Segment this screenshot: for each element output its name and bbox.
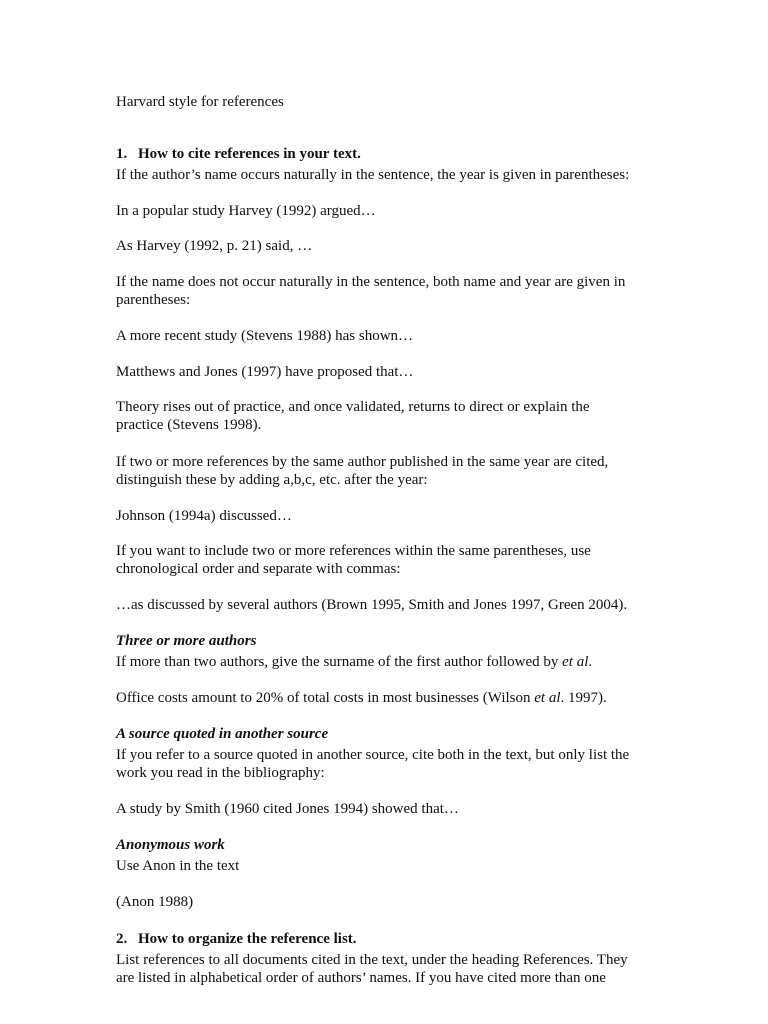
example-theory-line-2: practice (Stevens 1998). [116, 417, 262, 433]
example-harvey-said: As Harvey (1992, p. 21) said, … [116, 238, 313, 254]
example-smith-jones: A study by Smith (1960 cited Jones 1994) showed that… [116, 801, 459, 817]
quoted-source-text-line-1: If you refer to a source quoted in another source, cite both in the text, but only list the [116, 747, 630, 763]
section-1-heading-text: How to cite references in your text. [138, 146, 361, 162]
paragraph-same-author-line-1: If two or more references by the same author published in the same year are cited, [116, 454, 609, 470]
section-1-number: 1. [116, 146, 128, 162]
quoted-source-heading: A source quoted in another source [116, 726, 329, 742]
example-theory-line-1: Theory rises out of practice, and once validated, returns to direct or explain the [116, 399, 590, 415]
example-office-costs [116, 689, 607, 707]
document-title: Harvard style for references [116, 94, 284, 110]
example-anon: (Anon 1988) [116, 894, 194, 910]
example-several-authors: …as discussed by several authors (Brown 1995, Smith and Jones 1997, Green 2004). [116, 597, 628, 613]
quoted-source-text-line-2: work you read in the bibliography: [116, 765, 325, 781]
example-matthews-jones: Matthews and Jones (1997) have proposed that… [116, 364, 414, 380]
example-stevens-1988: A more recent study (Stevens 1988) has shown… [116, 328, 414, 344]
section-1-intro: If the author’s name occurs naturally in the sentence, the year is given in parentheses: [116, 167, 630, 183]
section-2-text-line-1: List references to all documents cited in the text, under the heading References. They [116, 952, 628, 968]
three-authors-heading: Three or more authors [116, 633, 257, 649]
section-1-heading [116, 145, 361, 163]
paragraph-multiple-refs-line-1: If you want to include two or more references within the same parentheses, use [116, 543, 591, 559]
paragraph-name-not-natural-line-2: parentheses: [116, 292, 191, 308]
example-harvey-argued: In a popular study Harvey (1992) argued… [116, 203, 376, 219]
anonymous-heading: Anonymous work [116, 837, 225, 853]
section-2-text-line-2: are listed in alphabetical order of authors’ names. If you have cited more than one [116, 970, 606, 986]
office-costs-text-part: Office costs amount to 20% of total costs in most businesses (Wilson [116, 690, 535, 706]
paragraph-same-author-line-2: distinguish these by adding a,b,c, etc. after the year: [116, 472, 428, 488]
example-johnson: Johnson (1994a) discussed… [116, 508, 292, 524]
paragraph-multiple-refs-line-2: chronological order and separate with commas: [116, 561, 401, 577]
office-costs-text-end: . 1997). [560, 690, 607, 706]
paragraph-name-not-natural-line-1: If the name does not occur naturally in the sentence, both name and year are given in [116, 274, 626, 290]
section-2-number: 2. [116, 931, 128, 947]
et-al-italic: et al [534, 690, 561, 706]
anonymous-text: Use Anon in the text [116, 858, 240, 874]
three-authors-text-end: . [588, 654, 593, 670]
section-2-heading [116, 930, 357, 948]
et-al-italic: et al [562, 654, 589, 670]
three-authors-text-part: If more than two authors, give the surname of the first author followed by [116, 654, 563, 670]
section-2-heading-text: How to organize the reference list. [138, 931, 357, 947]
three-authors-text [116, 653, 592, 671]
